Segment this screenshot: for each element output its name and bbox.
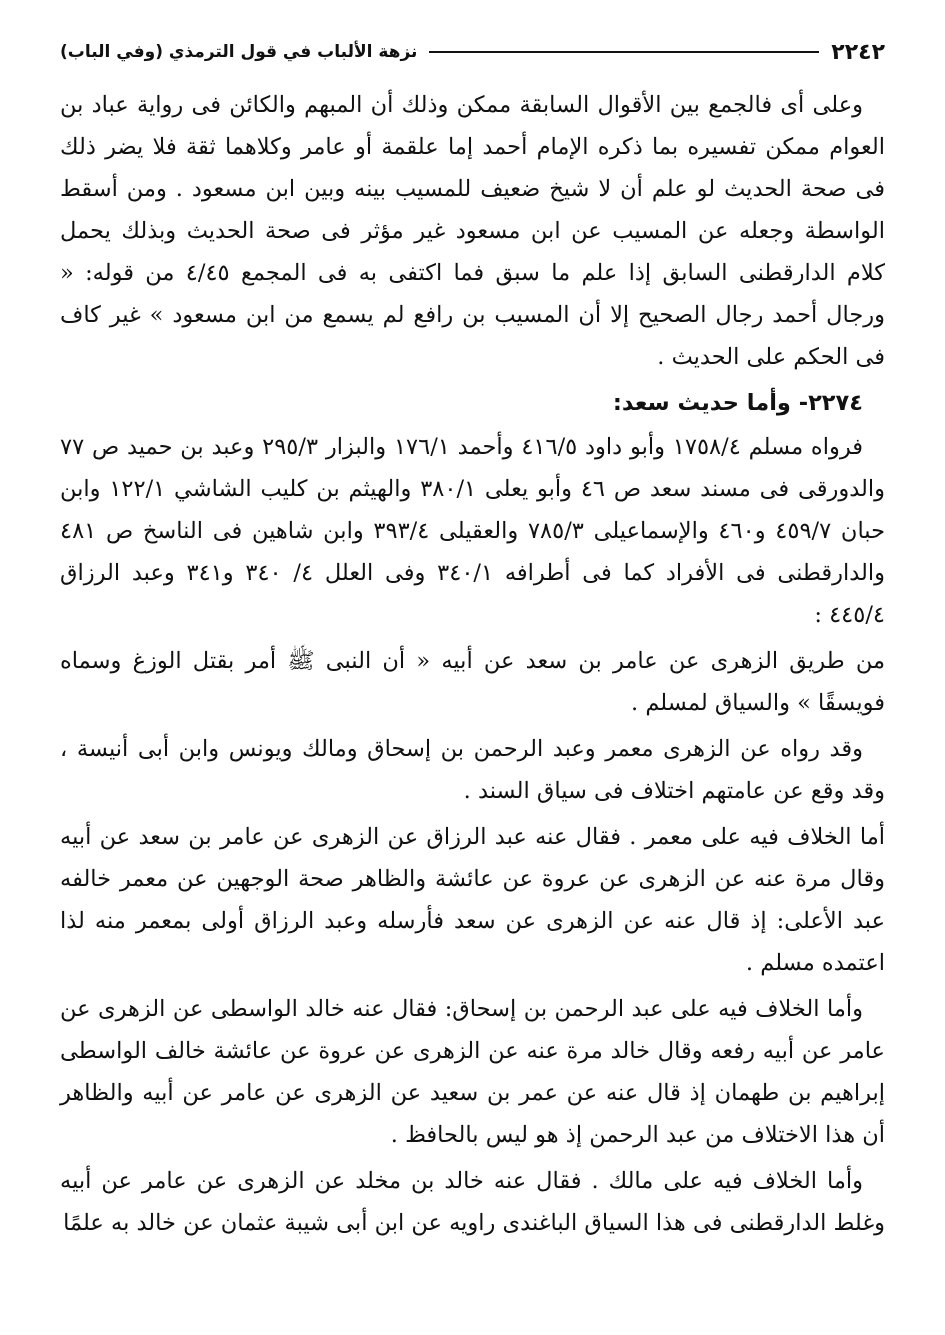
paragraph: وقد رواه عن الزهرى معمر وعبد الرحمن بن إسحاق ومالك ويونس وابن أبى أنيسة ، وقد وقع عن عامتهم اختلاف فى سياق السند . xyxy=(60,736,885,804)
running-title: نزهة الألباب في قول الترمذي (وفي الباب) xyxy=(60,42,418,62)
paragraph: وأما الخلاف فيه على مالك . فقال عنه خالد بن مخلد عن الزهرى عن عامر عن أبيه وغلط الدارقطنى فى هذا السياق الباغندى راويه عن ابن أبى شيبة عثمان عن خالد به علمًا xyxy=(60,1168,885,1236)
book-page xyxy=(60,34,885,1315)
paragraph: وأما الخلاف فيه على عبد الرحمن بن إسحاق: فقال عنه خالد الواسطى عن الزهرى عن عامر عن أبيه رفعه وقال خالد مرة عنه عن الزهرى عن عروة عن عائشة خالف الواسطى إبراهيم بن طهمان إذ قال عنه عن عمر بن سعيد عن الزهرى عن عامر عن أبيه والظاهر أن هذا الاختلاف من عبد الرحمن إذ هو ليس بالحافظ . xyxy=(60,996,885,1148)
page-number: ٢٢٤٢ xyxy=(831,39,885,65)
page-header xyxy=(60,34,885,70)
header-rule xyxy=(429,51,819,53)
page-body xyxy=(60,84,885,1244)
paragraph: وعلى أى فالجمع بين الأقوال السابقة ممكن وذلك أن المبهم والكائن فى رواية عباد بن العوام ممكن تفسيره بما ذكره الإمام أحمد إما علقمة أو عامر وكلاهما ثقة فلا يضر ذلك فى صحة الحديث لو علم أن لا شيخ ضعيف للمسيب بينه وبين ابن مسعود . ومن أسقط الواسطة وجعله عن المسيب عن ابن مسعود غير مؤثر فى صحة الحديث وبذلك يحمل كلام الدارقطنى السابق إذا علم ما سبق فما اكتفى به فى المجمع ٤/٤٥ من قوله: « ورجال أحمد رجال الصحيح إلا أن المسيب بن رافع لم يسمع من ابن مسعود » غير كاف فى الحكم على الحديث . xyxy=(60,92,886,370)
paragraph: فرواه مسلم ١٧٥٨/٤ وأبو داود ٤١٦/٥ وأحمد ١٧٦/١ والبزار ٢٩٥/٣ وعبد بن حميد ص ٧٧ والدورقى فى مسند سعد ص ٤٦ وأبو يعلى ٣٨٠/١ والهيثم بن كليب الشاشي ١٢٢/١ وابن حبان ٤٥٩/٧ و٤٦٠ والإسماعيلى ٧٨٥/٣ والعقيلى ٣٩٣/٤ وابن شاهين فى الناسخ ص ٤٨١ والدارقطنى فى الأفراد كما فى أطرافه ٣٤٠/١ وفى العلل ٤/ ٣٤٠ و٣٤١ وعبد الرزاق ٤٤٥/٤ : xyxy=(60,434,886,628)
paragraph: أما الخلاف فيه على معمر . فقال عنه عبد الرزاق عن الزهرى عن عامر بن سعد عن أبيه وقال مرة عنه عن الزهرى عن عروة عن عائشة والظاهر صحة الوجهين عن معمر خالفه عبد الأعلى: إذ قال عنه عن الزهرى عن سعد فأرسله وعبد الرزاق أولى بمعمر منه لذا اعتمده مسلم . xyxy=(60,824,885,976)
section-heading: ٢٢٧٤- وأما حديث سعد: xyxy=(612,390,863,416)
paragraph: من طريق الزهرى عن عامر بن سعد عن أبيه « أن النبى ﷺ أمر بقتل الوزغ وسماه فويسقًا » والسياق لمسلم . xyxy=(60,648,885,716)
